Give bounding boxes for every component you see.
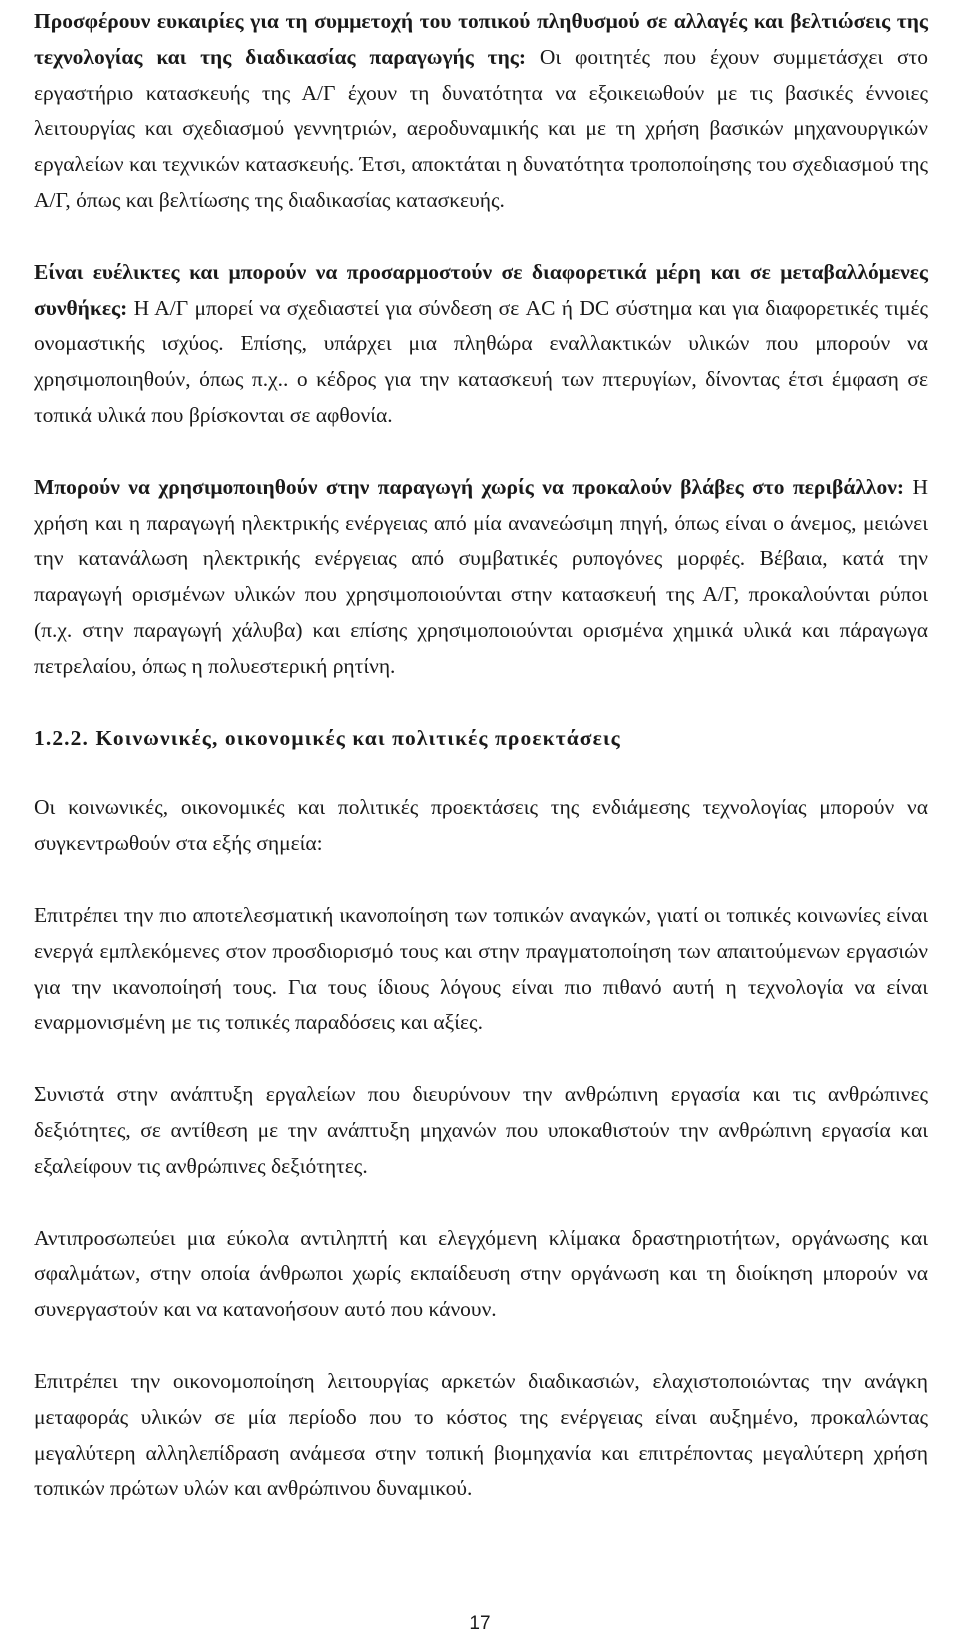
paragraph-body: Η χρήση και η παραγωγή ηλεκτρικής ενέργειας από μία ανανεώσιμη πηγή, όπως είναι ο άνεμος, μειώνει την κατανάλωση ηλεκτρικής ενέργειας από συμβατικές ρυπογόνες μορφές. Βέβαια, κατά την παραγωγή ορισμένων υλικών που χρησιμοποιούνται στην κατασκευή της Α/Γ, προκαλούνται ρύποι (π.χ. στην παραγωγή χάλυβα) και επίσης χρησιμοποιούνται ορισμένα χημικά υλικά και πάραγωγα πετρελαίου, όπως η πολυεστερική ρητίνη. (34, 474, 928, 678)
paragraph-body: Η Α/Γ μπορεί να σχεδιαστεί για σύνδεση σε AC ή DC σύστημα και για διαφορετικές τιμές ονομαστικής ισχύος. Επίσης, υπάρχει μια πληθώρα εναλλακτικών υλικών που μπορούν να χρησιμοποιηθούν, όπως π.χ.. ο κέδρος για την κατασκευή των πτερυγίων, δίνοντας έτσι έμφαση σε τοπικά υλικά που βρίσκονται σε αφθονία. (34, 295, 928, 427)
paragraph-lead: Μπορούν να χρησιμοποιηθούν στην παραγωγή χωρίς να προκαλούν βλάβες στο περιβάλλον: (34, 474, 905, 499)
section-intro-paragraph: Οι κοινωνικές, οικονομικές και πολιτικές προεκτάσεις της ενδιάμεσης τεχνολογίας μπορούν να συγκεντρωθούν στα εξής σημεία: (34, 795, 928, 856)
section-paragraph-local-needs: Επιτρέπει την πιο αποτελεσματική ικανοποίηση των τοπικών αναγκών, γιατί οι τοπικές κοινωνίες είναι ενεργά εμπλεκόμενες στον προσδιορισμό τους και στην πραγματοποίηση των απαιτούμενων εργασιών για την ικανοποίησή τους. Για τους ίδιους λόγους είναι πιο πιθανό αυτή η τεχνολογία να είναι εναρμονισμένη με τις τοπικές παραδόσεις και αξίες. (34, 902, 928, 1035)
paragraph-environment (34, 470, 928, 685)
paragraph-body: Οι φοιτητές που έχουν συμμετάσχει στο εργαστήριο κατασκευής της Α/Γ έχουν τη δυνατότητα να εξοικειωθούν με τις βασικές έννοιες λειτουργίας και σχεδιασμού γεννητριών, αεροδυναμικής και με τη χρήση βασικών μηχανουργικών εργαλείων και τεχνικών κατασκευής. Έτσι, αποκτάται η δυνατότητα τροποποίησης του σχεδιασμού της Α/Γ, όπως και βελτίωσης της διαδικασίας κατασκευής. (34, 44, 928, 212)
paragraph-lead: Είναι ευέλικτες και μπορούν να προσαρμοστούν σε διαφορετικά μέρη και σε μεταβαλλόμενες συνθήκες: (34, 259, 928, 320)
paragraph-local-participation (34, 4, 928, 219)
section-paragraph-tools: Συνιστά στην ανάπτυξη εργαλείων που διευρύνουν την ανθρώπινη εργασία και τις ανθρώπινες δεξιότητες, σε αντίθεση με την ανάπτυξη μηχανών που υποκαθιστούν την ανθρώπινη εργασία και εξαλείφουν τις ανθρώπινες δεξιότητες. (34, 1082, 928, 1178)
section-paragraph-economy: Επιτρέπει την οικονομοποίηση λειτουργίας αρκετών διαδικασιών, ελαχιστοποιώντας την ανάγκη μεταφοράς υλικών σε μία περίοδο που το κόστος της ενέργειας είναι αυξημένο, προκαλώντας μεγαλύτερη αλληλεπίδραση ανάμεσα στην τοπική βιομηχανία και επιτρέποντας μεγαλύτερη χρήση τοπικών πρώτων υλών και ανθρώπινου δυναμικού. (34, 1368, 928, 1501)
section-paragraph-scale: Αντιπροσωπεύει μια εύκολα αντιληπτή και ελεγχόμενη κλίμακα δραστηριοτήτων, οργάνωσης και σφαλμάτων, στην οποία άνθρωποι χωρίς εκπαίδευση στην οργάνωση και τη διοίκηση μπορούν να συνεργαστούν και να κατανοήσουν αυτό που κάνουν. (34, 1225, 928, 1322)
paragraph-flexibility (34, 255, 928, 434)
paragraph-lead: Προσφέρουν ευκαιρίες για τη συμμετοχή του τοπικού πληθυσμού σε αλλαγές και βελτιώσεις της τεχνολογίας και της διαδικασίας παραγωγής της: (34, 9, 928, 69)
page-number: 17 (469, 1613, 491, 1634)
section-heading: 1.2.2. Κοινωνικές, οικονομικές και πολιτικές προεκτάσεις (34, 725, 621, 750)
